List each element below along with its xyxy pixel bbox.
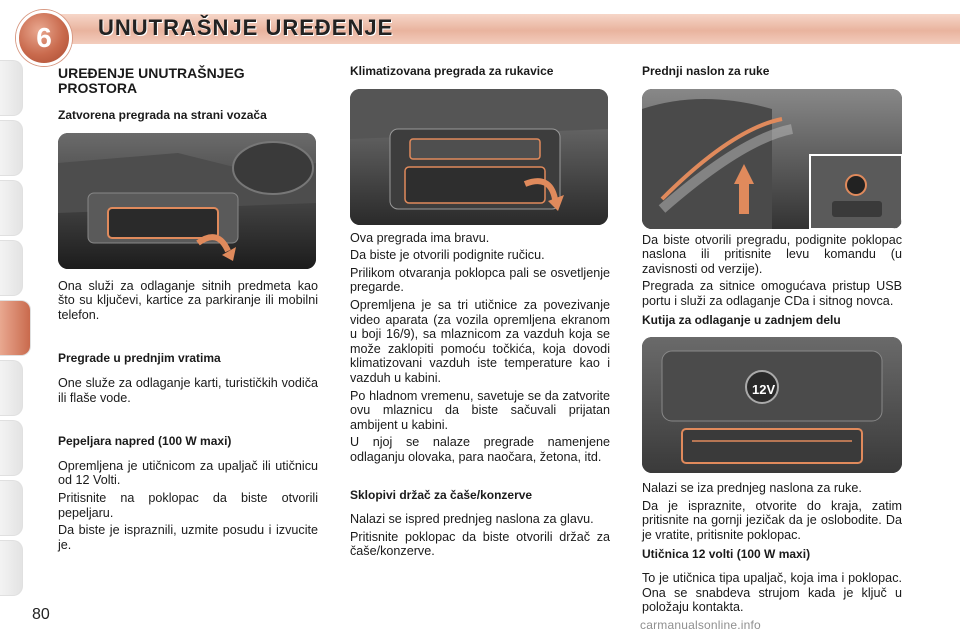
glovebox-heading: Klimatizovana pregrada za rukavice xyxy=(350,64,554,78)
armrest-text-1: Da biste otvorili pregradu, podignite poklopac naslona ili pritisnite levu komandu (u zavisnosti od verzije). xyxy=(642,232,902,276)
rear-storage-heading: Kutija za odlaganje u zadnjem delu xyxy=(642,312,841,327)
chapter-tab[interactable] xyxy=(0,480,23,536)
page-header xyxy=(0,0,960,58)
socket-heading: Utičnica 12 volti (100 W maxi) xyxy=(642,546,811,561)
chapter-tab[interactable] xyxy=(0,240,23,296)
chapter-tab[interactable] xyxy=(0,420,23,476)
rear-storage-text-2: Da je ispraznite, otvorite do kraja, zatim pritisnite na gornji jezičak da je oslobodite. Da je vratite, pritisnite poklopac. xyxy=(642,498,902,542)
chapter-tab-active[interactable] xyxy=(0,300,31,356)
drivers-compartment-text: Ona služi za odlaganje sitnih predmeta kao što su ključevi, kartice za parkiranje ili mobilni telefon. xyxy=(58,278,318,322)
armrest-photo xyxy=(642,89,902,229)
armrest-text-2: Pregrada za sitnice omogućava pristup USB portu i služi za odlaganje CDa i sitnog novca. xyxy=(642,279,902,308)
column-2 xyxy=(350,64,610,562)
glovebox-text-3: Prilikom otvaranja poklopca pali se osvetljenje pregarde. xyxy=(350,265,610,295)
chapter-tab[interactable] xyxy=(0,120,23,176)
section-title: UREĐENJE UNUTRAŠNJEG PROSTORA xyxy=(58,65,245,96)
ashtray-text-2: Pritisnite na poklopac da biste otvorili pepeljaru. xyxy=(58,490,318,520)
glovebox-illustration xyxy=(350,89,608,225)
chapter-tab[interactable] xyxy=(0,60,23,116)
drivers-compartment-heading: Zatvorena pregrada na strani vozača xyxy=(58,108,267,122)
glovebox-text-2: Da biste je otvorili podignite ručicu. xyxy=(350,248,545,263)
ashtray-heading: Pepeljara napred (100 W maxi) xyxy=(58,434,232,449)
chapter-tab[interactable] xyxy=(0,360,23,416)
glovebox-photo xyxy=(350,89,608,225)
cup-holder-text-2: Pritisnite poklopac da biste otvorili držač za čaše/konzerve. xyxy=(350,529,610,559)
armrest-illustration xyxy=(642,89,902,229)
glovebox-text-1: Ova pregrada ima bravu. xyxy=(350,230,490,245)
drivers-compartment-illustration xyxy=(58,133,316,269)
watermark: carmanualsonline.info xyxy=(640,618,761,632)
glovebox-text-4: Opremljena je sa tri utičnice za povezivanje video aparata (za vozila opremljena ekranom u boji 16/9), sa mlaznicom za vazduh koja se može zaklopiti pomoću točkića, koja dovodi klimatizovani vazduh iste temperature kao i vazduh u kabini. xyxy=(350,297,610,385)
cup-holder-text-1: Nalazi se ispred prednjeg naslona za glavu. xyxy=(350,512,594,527)
drivers-compartment-photo xyxy=(58,133,316,269)
chapter-number-badge: 6 xyxy=(16,10,72,66)
chapter-tab[interactable] xyxy=(0,540,23,596)
armrest-heading: Prednji naslon za ruke xyxy=(642,64,770,78)
socket-label: 12V xyxy=(752,382,776,398)
ashtray-text-1: Opremljena je utičnicom za upaljač ili utičnicu od 12 Volti. xyxy=(58,458,318,488)
glovebox-text-5: Po hladnom vremenu, savetuje se da zatvorite ovu mlaznicu da biste sačuvali prijatan ambijent u kabini. xyxy=(350,388,610,432)
cup-holder-heading: Sklopivi držač za čaše/konzerve xyxy=(350,487,533,502)
socket-text: To je utičnica tipa upaljač, koja ima i poklopac. Ona se snabdeva strujom kada je ključ u položaju kontakta. xyxy=(642,571,902,615)
rear-storage-illustration xyxy=(642,337,902,473)
door-pockets-text: One služe za odlaganje karti, turističkih vodiča ili flaše vode. xyxy=(58,375,318,405)
door-pockets-heading: Pregrade u prednjim vratima xyxy=(58,351,221,366)
chapter-title: UNUTRAŠNJE UREĐENJE xyxy=(98,15,394,40)
column-1 xyxy=(58,64,318,555)
ashtray-text-3: Da biste je ispraznili, uzmite posudu i izvucite je. xyxy=(58,523,318,552)
rear-storage-text-1: Nalazi se iza prednjeg naslona za ruke. xyxy=(642,481,862,496)
glovebox-text-6: U njoj se nalaze pregrade namenjene odlaganju olovaka, para naočara, žetona, itd. xyxy=(350,435,610,464)
chapter-tabs xyxy=(0,60,34,580)
rear-storage-photo xyxy=(642,337,902,473)
page-number: 80 xyxy=(32,606,50,623)
chapter-tab[interactable] xyxy=(0,180,23,236)
column-3 xyxy=(642,64,902,618)
